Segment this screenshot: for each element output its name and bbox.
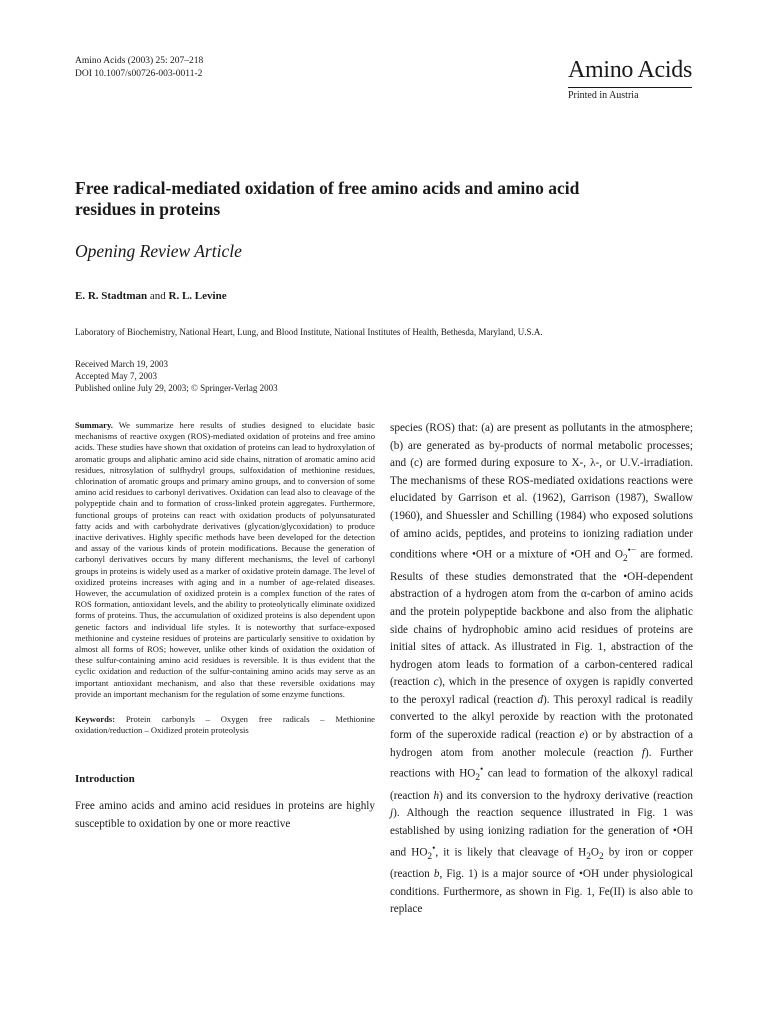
left-column xyxy=(75,420,375,834)
subscript: 2 xyxy=(622,554,628,565)
author-2: R. L. Levine xyxy=(168,290,227,302)
journal-name: Amino Acids xyxy=(568,56,692,88)
dates xyxy=(75,358,278,394)
body-text-run: can lead to formation of the alkoxyl radical (reaction xyxy=(390,767,693,802)
introduction-heading: Introduction xyxy=(75,773,135,786)
body-text-run: under physiological conditions. Furthermore, as shown in Fig. 1, Fe(II) is also able to replace xyxy=(390,868,693,916)
reaction-label: f xyxy=(641,746,645,759)
article-type: Opening Review Article xyxy=(75,241,242,261)
doi: DOI 10.1007/s00726-003-0011-2 xyxy=(75,69,203,79)
reaction-label: e xyxy=(579,729,585,742)
body-text-run: are formed. Results of these studies demonstrated that the xyxy=(390,548,693,583)
summary-text: We summarize here results of studies designed to elucidate basic mechanisms of reactive oxygen (ROS)-mediated oxidation of proteins and free amino acids. These studies have shown that oxidation of proteins can lead to hydroxylation of aromatic groups and aliphatic amino acid side chains, nitration of aromatic amino acid residues, nitrosylation of sulfhydryl groups, sulfoxidation of methionine residues, chlorination of aromatic groups and primary amino groups, and to conversion of some amino acid residues to carbonyl derivatives. Oxidation can lead also to cleavage of the polypeptide chain and to formation of cross-linked protein aggregates. Furthermore, functional groups of proteins can react with oxidation products of polyunsaturated fatty acids and with carbohydrate derivatives (glycation/glycoxidation) to produce inactive derivatives. Highly specific methods have been developed for the detection and assay of the various kinds of protein modifications. Because the generation of carbonyl derivatives occurs by many different mechanisms, the level of carbonyl groups in proteins is widely used as a marker of oxidative protein damage. The level of oxidized proteins increases with aging and in a number of age-related diseases. However, the accumulation of oxidized protein is a complex function of the rates of ROS formation, antioxidant levels, and the ability to proteolytically eliminate oxidized forms of proteins. Thus, the accumulation of oxidized proteins is also dependent upon genetic factors and individual life styles. It is noteworthy that surface-exposed methionine and cysteine residues of proteins are particularly sensitive to oxidation by almost all forms of ROS; however, unlike other kinds of oxidation the oxidation of these sulfur-containing amino acid residues is reversible. It is thus evident that the cyclic oxidation and reduction of the sulfur-containing amino acids may serve as an important antioxidant mechanism, and also that these reversible oxidations may provide an important mechanism for the regulation of some enzyme functions. xyxy=(75,420,375,699)
body-text-run: or a mixture of xyxy=(492,548,571,561)
body-text-run: ), which in the presence of oxygen is rapidly converted to the peroxyl radical (reaction xyxy=(390,676,693,706)
reaction-label: b xyxy=(433,868,440,881)
reaction-label: h xyxy=(433,789,440,802)
accepted-date: Accepted May 7, 2003 xyxy=(75,371,157,381)
body-text-run: ). Further reactions with HO xyxy=(390,746,693,780)
hydroxyl-radical: •OH xyxy=(672,825,693,837)
published-date: Published online July 29, 2003; © Springer-Verlag 2003 xyxy=(75,383,278,393)
body-text-run: , it is likely that cleavage of H xyxy=(435,846,587,859)
body-text-run: ). This peroxyl radical is readily converted to the alkyl peroxide by reaction with the protonated form of the superoxide radical (reaction xyxy=(390,693,694,742)
superscript: • xyxy=(480,765,484,776)
superscript: • xyxy=(432,843,436,854)
hydroxyl-radical: •OH xyxy=(472,548,493,561)
subscript: 2 xyxy=(475,773,481,784)
printed-in: Printed in Austria xyxy=(567,90,639,101)
hydroxyl-radical: •OH xyxy=(623,570,644,583)
subscript: 2 xyxy=(427,851,433,862)
body-text-run: ) and its conversion to the hydroxy derivative (reaction xyxy=(439,789,693,802)
citation: Amino Acids (2003) 25: 207–218 xyxy=(75,56,204,66)
summary-label: Summary. xyxy=(75,420,113,430)
right-column xyxy=(390,420,693,919)
reaction-label: j xyxy=(390,807,394,820)
body-text-run: and HO xyxy=(390,846,428,859)
reaction-label: c xyxy=(433,676,439,689)
authors xyxy=(75,289,227,303)
body-paragraph xyxy=(390,420,693,919)
keywords xyxy=(75,714,375,736)
introduction-text: Free amino acids and amino acid residues in proteins are highly susceptible to oxidation by one or more reactive xyxy=(75,800,375,831)
body-text-run: by iron or copper (reaction xyxy=(390,846,693,881)
body-text-run: and O xyxy=(590,548,623,561)
keywords-text: Protein carbonyls – Oxygen free radicals – Methionine oxidation/reduction – Oxidized protein proteolysis xyxy=(75,714,375,736)
body-text-run: O xyxy=(590,846,599,859)
body-text-run: , Fig. 1) is a major source of xyxy=(439,868,579,881)
body-text-run: species (ROS) that: (a) are present as pollutants in the atmosphere; (b) are generated as by-products of normal metabolic processes; and (c) are formed during exposure to X-, λ-, or U.V.-irradiation. The mechanisms of these ROS-mediated oxidations reactions were elucidated by Garrison et al. (1962), Garrison (1987), Swallow (1960), and Shuessler and Schilling (1984) who exposed solutions of amino acids, peptides, and proteins to ionizing radiation under conditions where xyxy=(390,422,693,561)
author-conjunction: and xyxy=(147,290,169,302)
author-1: E. R. Stadtman xyxy=(75,290,148,302)
citation-block xyxy=(75,55,203,81)
affiliation: Laboratory of Biochemistry, National Heart, Lung, and Blood Institute, National Institutes of Health, Bethesda, Maryland, U.S.A. xyxy=(75,327,543,337)
body-text-run: -dependent abstraction of a hydrogen atom from the α-carbon of amino acids and the protein polypeptide backbone and also from the aliphatic side chains of hydrophobic amino acid residues of proteins are initial sites of attack. As illustrated in Fig. 1, abstraction of the hydrogen atom leads to formation of a carbon-centered radical (reaction xyxy=(390,570,693,689)
subscript: 2 xyxy=(586,851,591,862)
body-text-run: ) or by abstraction of a hydrogen atom from another molecule (reaction xyxy=(390,729,693,759)
hydroxyl-radical: •OH xyxy=(570,548,591,561)
hydroxyl-radical: •OH xyxy=(578,868,600,881)
keywords-label: Keywords: xyxy=(75,714,116,725)
summary xyxy=(75,420,375,700)
reaction-label: d xyxy=(537,693,543,706)
journal-masthead xyxy=(568,56,692,102)
superscript: •− xyxy=(627,546,637,557)
received-date: Received March 19, 2003 xyxy=(75,359,168,369)
article-title: Free radical-mediated oxidation of free amino acids and amino acid residues in proteins xyxy=(75,178,580,219)
subscript: 2 xyxy=(599,851,604,862)
body-text-run: ). Although the reaction sequence illustrated in Fig. 1 was established by using ionizing radiation for the generation of xyxy=(390,807,693,837)
